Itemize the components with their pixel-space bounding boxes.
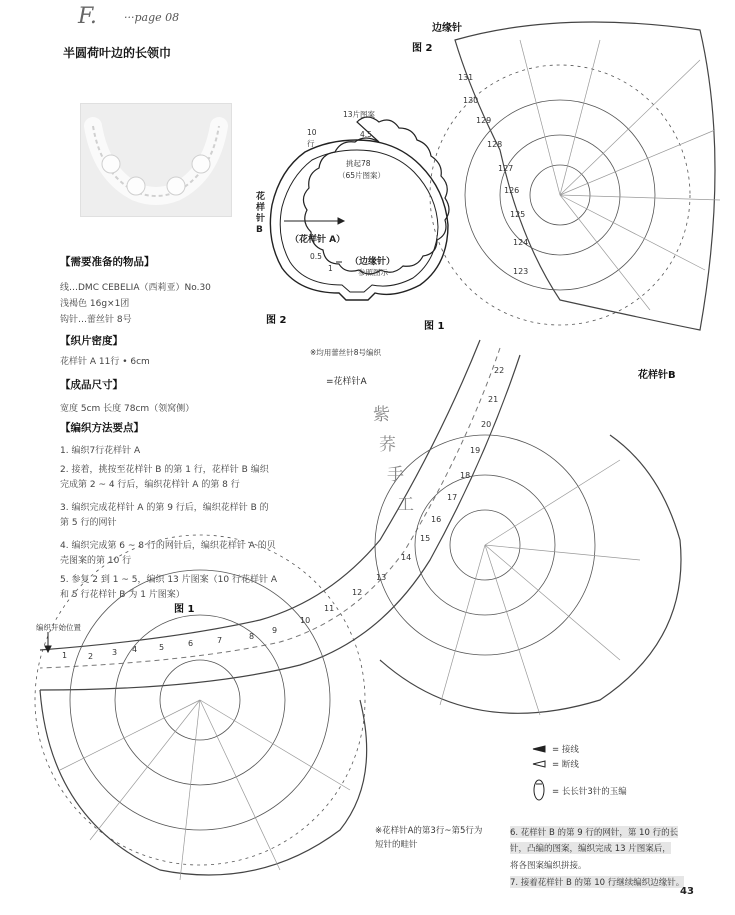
row-number: 4 (132, 645, 138, 654)
row-number: 15 (420, 534, 431, 543)
materials-heading: 【需要准备的物品】 (60, 256, 155, 268)
fan-top-right (430, 22, 720, 330)
hook-note: ※均用蕾丝针8号编织 (310, 348, 382, 357)
method-line: 完成第 2 ~ 4 行后，编织花样针 A 的第 8 行 (60, 480, 240, 490)
row-number: 125 (510, 210, 526, 219)
row-number: 22 (494, 366, 505, 375)
row-number: 13 (376, 573, 387, 582)
size-heading: 【成品尺寸】 (60, 379, 123, 391)
method-line: 和 5 行花样针 B 为 1 片图案） (60, 590, 185, 600)
method-line: 4. 编织完成第 6 ~ 8 行的网针后，编织花样针 A 的贝 (60, 541, 276, 551)
schematic-fig-2: 图 2 (266, 315, 287, 326)
row-number: 21 (488, 395, 499, 404)
schematic-value-0-5: 0.5 (310, 252, 322, 261)
schematic-edge-label: （边缘针） (350, 257, 396, 267)
row-number: 10 (300, 616, 311, 625)
row-number: 8 (249, 632, 255, 641)
legend-symbols (533, 746, 545, 800)
schematic-value-4-5: 4.5 (360, 130, 372, 139)
row-number: 5 (159, 643, 165, 652)
note-right: 7. 接着花样针 B 的第 10 行继续编织边缘针。 (510, 878, 685, 888)
row-number: 9 (272, 626, 278, 635)
method-line: 1. 编织7行花样针 A (60, 446, 141, 456)
size-line: 宽度 5cm 长度 78cm（领窝侧） (60, 404, 195, 414)
central-band (40, 340, 520, 690)
schematic-start-label: 挑起78 (346, 159, 371, 168)
schematic-rows-label: 行 (307, 139, 315, 148)
row-number: 127 (498, 164, 514, 173)
fan-bottom-left (35, 535, 367, 880)
row-number: 16 (431, 515, 442, 524)
schematic-motif-count: 13片图案 (343, 110, 376, 119)
note-left: 短针的畦针 (375, 840, 418, 850)
row-number: 7 (217, 636, 223, 645)
watermark-stamp: 紫 荞 手 工 (373, 405, 414, 515)
page-title: 半圆荷叶边的长领巾 (63, 46, 172, 60)
schematic-value-1: 1 (328, 264, 333, 273)
schematic-value-10: 10 (307, 128, 317, 137)
legend-join: = 接线 (552, 745, 579, 755)
gauge-line: 花样针 A 11行 • 6cm (60, 357, 150, 367)
legend-cut: = 断线 (552, 760, 579, 770)
method-heading: 【编织方法要点】 (60, 422, 144, 434)
diagram-fig-2: 图 2 (412, 43, 433, 54)
edge-stitch-label: 边缘针 (432, 23, 462, 34)
row-number: 123 (513, 267, 529, 276)
materials-line: 浅褐色 16g×1团 (60, 299, 130, 309)
pattern-letter: F. (78, 4, 97, 29)
method-line: 壳图案的第 10 行 (60, 556, 132, 566)
pattern-a-legend: =花样针A (326, 377, 367, 387)
row-number: 126 (504, 186, 520, 195)
page-reference: ···page 08 (124, 11, 180, 24)
page-number: 43 (680, 886, 694, 897)
start-position-label: 编织开始位置 (36, 623, 81, 632)
row-number: 11 (324, 604, 335, 613)
row-number: 12 (352, 588, 363, 597)
row-number: 130 (463, 96, 479, 105)
diagram-fig-1: 图 1 (174, 604, 195, 615)
method-line: 2. 接着，挑按至花样针 B 的第 1 行，花样针 B 编织 (60, 465, 269, 475)
schematic-fig-1: 图 1 (424, 321, 445, 332)
row-number: 19 (470, 446, 481, 455)
row-number: 131 (458, 73, 474, 82)
note-right: 针，凸编的图案，编织完成 13 片图案后， (510, 844, 671, 854)
schematic-pattern-a: （花样针 A） (290, 235, 346, 245)
row-number: 128 (487, 140, 503, 149)
note-right: 将各图案编织拼接。 (510, 861, 587, 871)
pattern-b-label: 花样针B (638, 370, 676, 381)
legend-cluster: = 长长针3针的玉编 (552, 787, 627, 797)
gauge-heading: 【织片密度】 (60, 335, 123, 347)
row-number: 1 (62, 651, 68, 660)
materials-line: 钩针…蕾丝针 8号 (60, 315, 132, 325)
method-line: 5. 参复 2 到 1 ~ 5，编织 13 片图案（10 行花样针 A (60, 575, 277, 585)
method-line: 第 5 行的网针 (60, 518, 117, 528)
row-number: 2 (88, 652, 94, 661)
row-number: 124 (513, 238, 529, 247)
row-number: 14 (401, 553, 412, 562)
schematic-start-sub: （65片图案） (338, 171, 386, 180)
row-number: 20 (481, 420, 492, 429)
note-left: ※花样针A的第3行~第5行为 (375, 826, 483, 836)
row-number: 129 (476, 116, 492, 125)
schematic-edge-sub: 参照图示 (358, 268, 388, 277)
schematic-pattern-b: 花样针B (256, 192, 266, 235)
row-number: 17 (447, 493, 458, 502)
materials-line: 线…DMC CEBELIA（西莉亚）No.30 (60, 283, 211, 293)
row-number: 3 (112, 648, 118, 657)
row-number: 18 (460, 471, 471, 480)
method-line: 3. 编织完成花样针 A 的第 9 行后，编织花样针 B 的 (60, 503, 269, 513)
note-right: 6. 花样针 B 的第 9 行的网针，第 10 行的长 (510, 828, 679, 838)
row-number: 6 (188, 639, 194, 648)
